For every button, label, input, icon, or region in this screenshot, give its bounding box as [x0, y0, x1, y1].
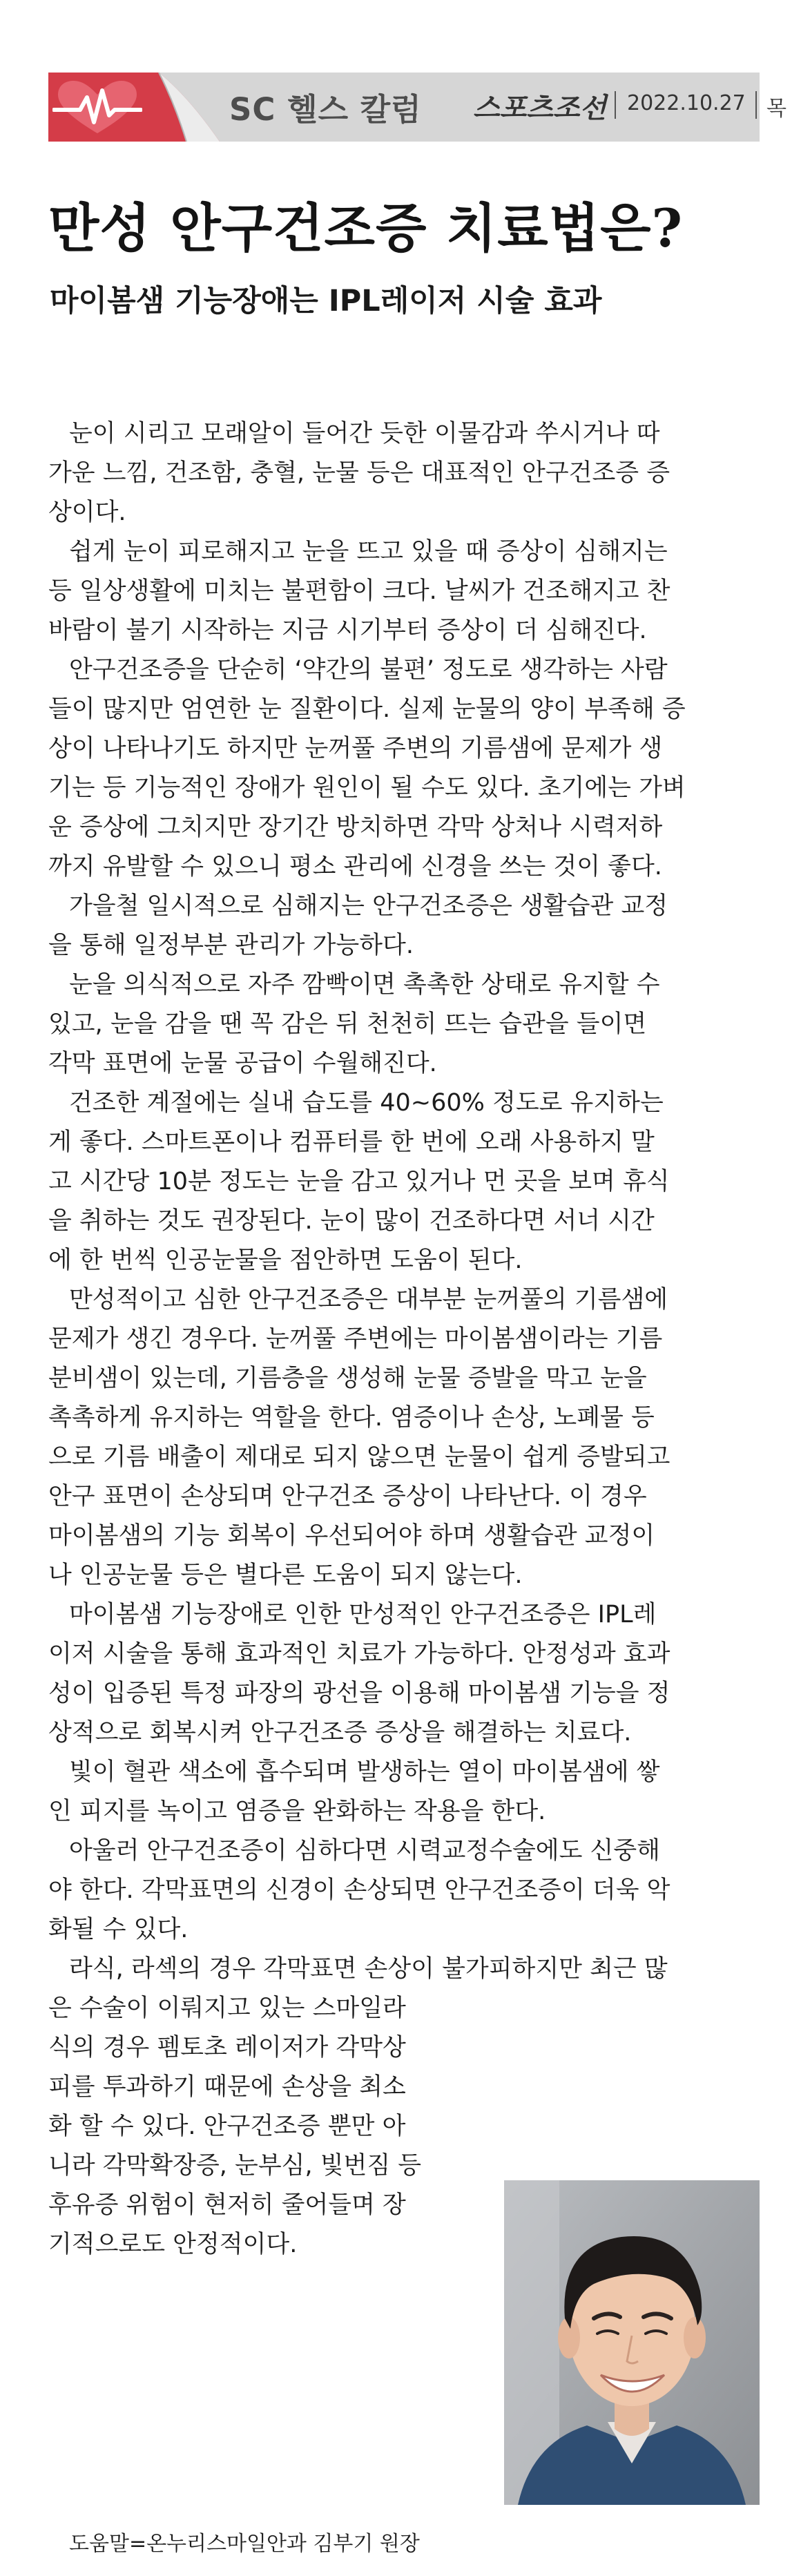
portrait-illustration	[504, 2180, 760, 2505]
newspaper-logo: 스포츠조선	[473, 93, 607, 124]
text-line: 을 취하는 것도 권장된다. 눈이 많이 건조하다면 서너 시간	[48, 1207, 655, 1235]
text-line: 고 시간당 10분 정도는 눈을 감고 있거나 먼 곳을 보며 휴식	[48, 1168, 670, 1195]
text-line: 상이 나타나기도 하지만 눈꺼풀 주변의 기름샘에 문제가 생	[48, 735, 663, 762]
text-line: 가을철 일시적으로 심해지는 안구건조증은 생활습관 교정	[69, 892, 668, 920]
text-line: 화될 수 있다.	[48, 1916, 189, 1943]
text-line: 건조한 계절에는 실내 습도를 40~60% 정도로 유지하는	[69, 1089, 664, 1117]
headline: 만성 안구건조증 치료법은?	[48, 198, 684, 259]
page-curl-decoration	[137, 73, 220, 142]
text-line: 만성적이고 심한 안구건조증은 대부분 눈꺼풀의 기름샘에	[69, 1286, 668, 1314]
text-line: 마이봄샘의 기능 회복이 우선되어야 하며 생활습관 교정이	[48, 1522, 655, 1550]
photo-caption: 도움말=온누리스마일안과 김부기 원장	[69, 2532, 420, 2556]
text-line: 있고, 눈을 감을 땐 꼭 감은 뒤 천천히 뜨는 습관을 들이면	[48, 1010, 647, 1038]
text-line: 식의 경우 펨토초 레이저가 각막상	[48, 2034, 406, 2061]
text-line: 까지 유발할 수 있으니 평소 관리에 신경을 쓰는 것이 좋다.	[48, 853, 662, 881]
text-line: 아울러 안구건조증이 심하다면 시력교정수술에도 신중해	[69, 1837, 660, 1865]
heart-pulse-icon	[52, 78, 142, 137]
column-banner	[48, 73, 786, 142]
text-line: 상이다.	[48, 499, 126, 526]
text-line: 문제가 생긴 경우다. 눈꺼풀 주변에는 마이봄샘이라는 기름	[48, 1325, 663, 1353]
issue-weekday: 목	[766, 97, 786, 121]
text-line: 라식, 라섹의 경우 각막표면 손상이 불가피하지만 최근 많	[69, 1955, 668, 1983]
text-line: 마이봄샘 기능장애로 인한 만성적인 안구건조증은 IPL레	[69, 1601, 657, 1628]
text-line: 등 일상생활에 미치는 불편함이 크다. 날씨가 건조해지고 찬	[48, 577, 670, 605]
text-line: 인 피지를 녹이고 염증을 완화하는 작용을 한다.	[48, 1798, 546, 1825]
separator	[615, 91, 616, 119]
text-line: 게 좋다. 스마트폰이나 컴퓨터를 한 번에 오래 사용하지 말	[48, 1128, 655, 1156]
text-line: 상적으로 회복시켜 안구건조증 증상을 해결하는 치료다.	[48, 1719, 632, 1747]
text-line: 야 한다. 각막표면의 신경이 손상되면 안구건조증이 더욱 악	[48, 1876, 670, 1904]
separator	[755, 91, 757, 119]
text-line: 피를 투과하기 때문에 손상을 최소	[48, 2073, 406, 2101]
text-line: 바람이 불기 시작하는 지금 시기부터 증상이 더 심해진다.	[48, 617, 647, 644]
text-line: 가운 느낌, 건조함, 충혈, 눈물 등은 대표적인 안구건조증 증	[48, 459, 670, 487]
text-line: 촉촉하게 유지하는 역할을 한다. 염증이나 손상, 노폐물 등	[48, 1404, 655, 1432]
subheadline: 마이봄샘 기능장애는 IPL레이저 시술 효과	[50, 284, 602, 318]
text-line: 안구 표면이 손상되며 안구건조 증상이 나타난다. 이 경우	[48, 1483, 647, 1510]
text-line: 을 통해 일정부분 관리가 가능하다.	[48, 932, 414, 959]
text-line: 눈을 의식적으로 자주 깜빡이면 촉촉한 상태로 유지할 수	[69, 971, 660, 999]
text-line: 쉽게 눈이 피로해지고 눈을 뜨고 있을 때 증상이 심해지는	[69, 538, 668, 566]
section-label: SC 헬스 칼럼	[229, 91, 422, 128]
issue-date: 2022.10.27	[627, 91, 746, 115]
text-line: 으로 기름 배출이 제대로 되지 않으면 눈물이 쉽게 증발되고	[48, 1443, 670, 1471]
text-line: 기는 등 기능적인 장애가 원인이 될 수도 있다. 초기에는 가벼	[48, 774, 686, 802]
text-line: 성이 입증된 특정 파장의 광선을 이용해 마이봄샘 기능을 정	[48, 1680, 670, 1707]
text-line: 운 증상에 그치지만 장기간 방치하면 각막 상처나 시력저하	[48, 814, 663, 841]
text-line: 들이 많지만 엄연한 눈 질환이다. 실제 눈물의 양이 부족해 증	[48, 695, 686, 723]
text-line: 은 수술이 이뤄지고 있는 스마일라	[48, 1995, 406, 2022]
text-line: 에 한 번씩 인공눈물을 점안하면 도움이 된다.	[48, 1247, 523, 1274]
text-line: 빛이 혈관 색소에 흡수되며 발생하는 열이 마이봄샘에 쌓	[69, 1758, 660, 1786]
text-line: 각막 표면에 눈물 공급이 수월해진다.	[48, 1050, 437, 1077]
text-line: 분비샘이 있는데, 기름층을 생성해 눈물 증발을 막고 눈을	[48, 1365, 647, 1392]
text-line: 니라 각막확장증, 눈부심, 빛번짐 등	[48, 2152, 422, 2180]
text-line: 기적으로도 안정적이다.	[48, 2231, 298, 2258]
text-line: 이저 시술을 통해 효과적인 치료가 가능하다. 안정성과 효과	[48, 1640, 670, 1668]
text-line: 나 인공눈물 등은 별다른 도움이 되지 않는다.	[48, 1561, 523, 1589]
text-line: 안구건조증을 단순히 ‘약간의 불편’ 정도로 생각하는 사람	[69, 656, 668, 684]
text-line: 화 할 수 있다. 안구건조증 뿐만 아	[48, 2113, 406, 2140]
text-line: 눈이 시리고 모래알이 들어간 듯한 이물감과 쑤시거나 따	[69, 420, 660, 448]
text-line: 후유증 위험이 현저히 줄어들며 장	[48, 2191, 406, 2219]
doctor-portrait-photo	[504, 2180, 760, 2505]
